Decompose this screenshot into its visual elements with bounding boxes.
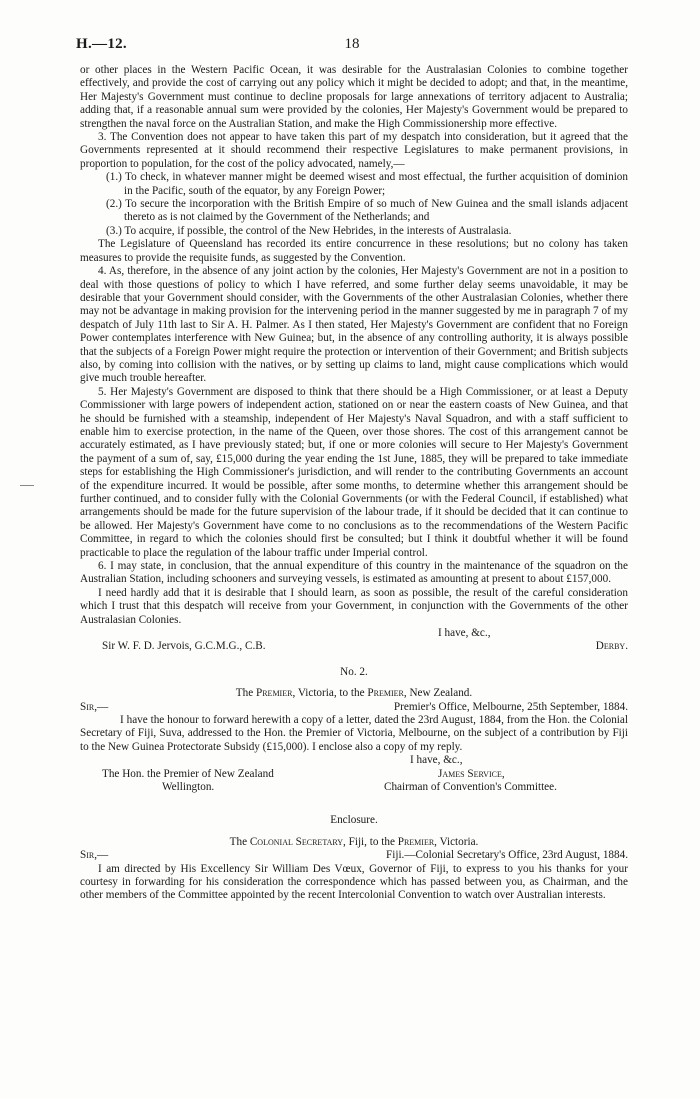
- document-reference: H.—12.: [76, 36, 127, 52]
- enclosure-salutation: Sir,—: [80, 849, 109, 862]
- letter1-queensland-paragraph: The Legislature of Queensland has recorded its entire concurrence in these resolutions; but no colony has taken measures to provide the requisite funds, as suggested by the Convention.: [80, 238, 628, 264]
- letter1-paragraph-3: 3. The Convention does not appear to have taken this part of my despatch into consideration, but it agreed that the Governments represented at it should recommend their respective Legislatures to make permanent provisions, in proportion to population, for the cost of the policy advocated, namely,—: [80, 131, 628, 170]
- letter2-dateline: Premier's Office, Melbourne, 25th September, 1884.: [393, 700, 628, 713]
- letter2-signer: James Service,: [438, 767, 505, 780]
- resolution-item: (2.) To secure the incorporation with the British Empire of so much of New Guinea and the small islands adjacent thereto as is not claimed by the Government of the Netherlands; and: [106, 198, 628, 224]
- letter2-location-line: [80, 781, 628, 794]
- resolution-item: (3.) To acquire, if possible, the control of the New Hebrides, in the interests of Australasia.: [106, 224, 512, 237]
- letter2-salutation-line: [80, 701, 628, 714]
- letter1-paragraph-5: 5. Her Majesty's Government are disposed to think that there should be a High Commissioner, or at least a Deputy Commissioner with large powers of independent action, stationed on or near the eastern coasts of New Guinea, and that he should be furnished with a steamship, independent of Her Majesty's Naval Squadron, and with a staff sufficient to enable him to exercise protection, in the name of the Queen, over those shores. The cost of this arrangement cannot be accurately estimated, as I have previously stated; but, if one or more colonies will secure to Her Majesty's Government the payment of a sum of, say, £15,000 during the year ending the 1st June, 1885, they will be prepared to take immediate steps for establishing the High Commissioner's jurisdiction, and will render to the contributing Governments an account of the expenditure incurred. It would be possible, after some months, to determine whether this arrangement should be further continued, and to consider fully with the Colonial Governments (or with the Federal Council, if established) what arrangements should be made for the future supervision of the labour trade, if it should be decided that it can continue to be allowed. Her Majesty's Government have come to no conclusions as to the recommendations of the Western Pacific Committee, in regard to which the colonies should first be consulted; but I think it doubtful whether it will be found practicable to place the regulation of the labour traffic under Imperial control.: [80, 385, 628, 559]
- letter1-signature: Derby.: [595, 640, 628, 653]
- letter1-paragraph-4: 4. As, therefore, in the absence of any joint action by the colonies, Her Majesty's Government are not in a position to deal with those questions of policy to which I have referred, and some further delay seems unavoidable, it may be desirable that your Government should consider, with the Governments of the other Australasian Colonies, whether there may not be advantage in making provision for the intervening period in the manner suggested by me in paragraph 7 of my despatch of July 11th last to Sir A. H. Palmer. As I then stated, Her Majesty's Government are confident that no Foreign Power contemplates interference with New Guinea; but, in the absence of any controlling authority, it is always possible that the subjects of a Foreign Power might require the protection or intervention of their Government; and British subjects also, by coming into collision with the natives, or by setting up claims to land, might cause complications which would give much trouble hereafter.: [80, 265, 628, 385]
- letter1-signature-line: [80, 640, 628, 653]
- letter2-closing-line: [80, 754, 628, 767]
- resolution-item: (1.) To check, in whatever manner might be deemed wisest and most effectual, the further acquisition of dominion in the Pacific, south of the equator, by any Foreign Power;: [106, 171, 628, 197]
- enclosure-paragraph: I am directed by His Excellency Sir William Des Vœux, Governor of Fiji, to express to you his thanks for your courtesy in forwarding for his consideration the correspondence which has passed between you, as Chairman, and the other members of the Committee appointed by the recent Intercolonial Convention to watch over Australian interests.: [80, 862, 628, 902]
- enclosure-salutation-line: [80, 849, 628, 862]
- margin-mark: [20, 485, 34, 486]
- letter2-signer-title: Chairman of Convention's Committee.: [384, 781, 557, 794]
- letter2-closing: I have, &c.,: [410, 754, 463, 767]
- letter2-addressee: The Hon. the Premier of New Zealand: [102, 767, 274, 780]
- letter1-addressee: Sir W. F. D. Jervois, G.C.M.G., C.B.: [102, 640, 266, 653]
- letter1-closing: I have, &c.,: [438, 627, 491, 640]
- page-header: [76, 36, 628, 56]
- enclosure-dateline: Fiji.—Colonial Secretary's Office, 23rd August, 1884.: [386, 849, 628, 862]
- letter1-paragraph-6: 6. I may state, in conclusion, that the annual expenditure of this country in the maintenance of the squadron on the Australian Station, including schooners and surveying vessels, is estimated as amounting at present to about £157,000.: [80, 560, 628, 586]
- letter1-closing-paragraph: I need hardly add that it is desirable that I should learn, as soon as possible, the result of the careful consideration which I trust that this despatch will receive from your Government, in conjunction with the Governments of the other Australasian Colonies.: [80, 586, 628, 626]
- resolutions-list: [80, 171, 628, 238]
- letter2-addressee-line: [80, 768, 628, 781]
- page-number: 18: [344, 36, 360, 52]
- letter2-addressee-city: Wellington.: [162, 781, 215, 794]
- letter2-heading: The Premier, Victoria, to the Premier, New Zealand.: [235, 687, 473, 700]
- enclosure-heading: The Colonial Secretary, Fiji, to the Premier, Victoria.: [229, 835, 479, 848]
- letter2-paragraph: I have the honour to forward herewith a copy of a letter, dated the 23rd August, 1884, from the Hon. the Colonial Secretary of Fiji, Suva, addressed to the Hon. the Premier of Victoria, Melbourne, on the subject of a contribution by Fiji to the New Guinea Protectorate Subsidy (£15,000). I enclose also a copy of my reply.: [80, 714, 628, 753]
- letter1-intro-paragraph: or other places in the Western Pacific Ocean, it was desirable for the Australasian Colonies to combine together effectively, and provide the cost of carrying out any policy which it might be decided to adopt; and that, in the meantime, Her Majesty's Government must continue to decline proposals for large annexations of territory adjacent to Australia; adding that, if a reasonable annual sum were provided by the colonies, Her Majesty's Government would be prepared to strengthen the naval force on the Australian Station, and make the High Commissionership more effective.: [80, 64, 628, 130]
- enclosure-title: Enclosure.: [330, 814, 378, 827]
- letter2-number: No. 2.: [340, 665, 368, 678]
- letter2-salutation: Sir,—: [80, 700, 109, 713]
- document-body: [80, 64, 628, 903]
- letter1-signoff: [80, 627, 628, 640]
